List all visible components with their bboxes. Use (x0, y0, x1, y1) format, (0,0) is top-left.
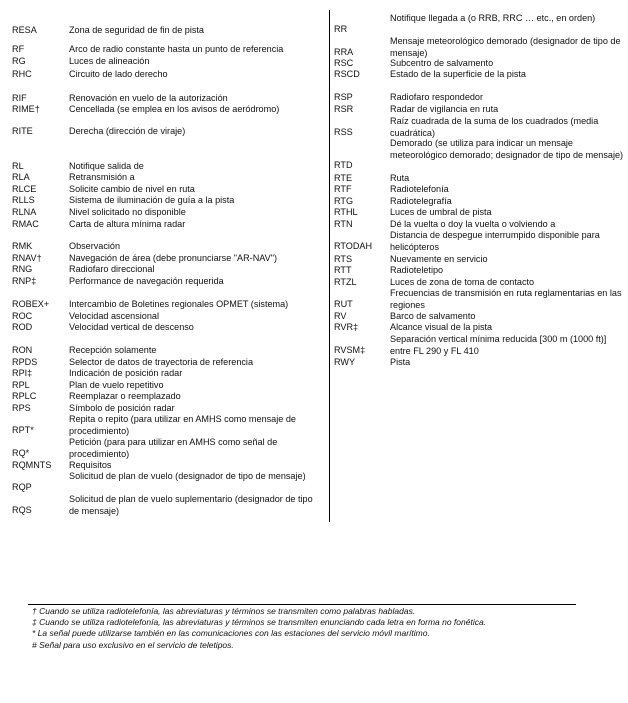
entry-abbreviation: RVR‡ (334, 322, 359, 332)
entry-description: Notifique llegada a (o RRB, RRC … etc., en orden) (390, 13, 596, 23)
entry-description: Cencellada (se emplea en los avisos de aeródromo) (69, 104, 280, 114)
entry-description: Radar de vigilancia en ruta (390, 104, 499, 114)
entry-abbreviation: RTF (334, 184, 352, 194)
entry-abbreviation: RSR (334, 104, 354, 114)
entry-abbreviation: RSS (334, 127, 353, 137)
entry-description: Retransmisión a (69, 172, 135, 182)
entry-description: Demorado (se utiliza para indicar un mensaje meteorológico demorado; designador de tipo de mensaje) (390, 138, 624, 160)
entry-abbreviation: RPL (12, 380, 30, 390)
entry-abbreviation: RTS (334, 254, 353, 264)
left-column (0, 0, 328, 525)
footnote-hash: # Señal para uso exclusivo en el servicio de teletipos. (32, 639, 234, 650)
entry-abbreviation: RHC (12, 69, 32, 79)
entry-abbreviation: RTZL (334, 277, 357, 287)
entry-abbreviation: RL (12, 161, 24, 171)
entry-description: Pista (390, 357, 411, 367)
entry-description: Mensaje meteorológico demorado (designador de tipo de mensaje) (390, 36, 621, 58)
entry-abbreviation: RLCE (12, 184, 37, 194)
entry-description: Repita o repito (para utilizar en AMHS como mensaje de procedimiento) (69, 414, 296, 436)
entry-description: Zona de seguridad de fin de pista (69, 25, 204, 35)
entry-description: Arco de radio constante hasta un punto de referencia (69, 44, 284, 54)
entry-abbreviation: ROBEX+ (12, 299, 50, 309)
entry-abbreviation: RPI‡ (12, 368, 33, 378)
footnote-double-dagger: ‡ Cuando se utiliza radiotelefonía, las abreviaturas y términos se transmiten enunciando cada letra en forma no fonética. (32, 617, 487, 628)
entry-description: Solicite cambio de nivel en ruta (69, 184, 195, 194)
entry-description: Derecha (dirección de viraje) (69, 126, 186, 136)
entry-abbreviation: RTE (334, 173, 353, 183)
entry-description: Radiotelegrafía (390, 196, 452, 206)
entry-abbreviation: RNG (12, 264, 33, 274)
entry-abbreviation: RTD (334, 160, 353, 170)
entry-abbreviation: RQMNTS (12, 460, 52, 470)
entry-description: Raíz cuadrada de la suma de los cuadrados (media cuadrática) (390, 116, 599, 138)
entry-abbreviation: RR (334, 24, 348, 34)
entry-description: Frecuencias de transmisión en ruta reglamentarias en las regiones (390, 288, 622, 310)
entry-abbreviation: RQ* (12, 448, 30, 458)
entry-description: Indicación de posición radar (69, 368, 183, 378)
entry-description: Notifique salida de (69, 161, 144, 171)
entry-description: Observación (69, 241, 121, 251)
entry-description: Nuevamente en servicio (390, 254, 488, 264)
entry-description: Velocidad vertical de descenso (69, 322, 194, 332)
entry-description: Sistema de iluminación de guía a la pista (69, 195, 235, 205)
entry-description: Dé la vuelta o doy la vuelta o volviendo a (390, 219, 556, 229)
entry-abbreviation: RMAC (12, 219, 39, 229)
entry-abbreviation: RPS (12, 403, 31, 413)
entry-description: Carta de altura mínima radar (69, 219, 186, 229)
entry-description: Radiofaro direccional (69, 264, 155, 274)
entry-description: Subcentro de salvamento (390, 58, 494, 68)
entry-abbreviation: RNP‡ (12, 276, 37, 286)
entry-abbreviation: RON (12, 345, 33, 355)
entry-abbreviation: ROD (12, 322, 33, 332)
entry-description: Barco de salvamento (390, 311, 476, 321)
entry-abbreviation: RSCD (334, 69, 360, 79)
entry-abbreviation: RVSM‡ (334, 345, 366, 355)
right-column (330, 0, 628, 380)
entry-abbreviation: RQS (12, 505, 32, 515)
entry-description: Radioteletipo (390, 265, 444, 275)
entry-description: Petición (para para utilizar en AMHS como señal de procedimiento) (69, 437, 278, 459)
entry-abbreviation: RLA (12, 172, 30, 182)
entry-description: Circuito de lado derecho (69, 69, 168, 79)
entry-abbreviation: RTHL (334, 207, 358, 217)
entry-description: Renovación en vuelo de la autorización (69, 93, 228, 103)
entry-abbreviation: RIF (12, 93, 27, 103)
entry-description: Alcance visual de la pista (390, 322, 493, 332)
entry-description: Separación vertical mínima reducida [300 m (1000 ft)] entre FL 290 y FL 410 (390, 334, 607, 356)
entry-description: Símbolo de posición radar (69, 403, 175, 413)
entry-abbreviation: RWY (334, 357, 356, 367)
entry-abbreviation: RLNA (12, 207, 37, 217)
entry-abbreviation: RSC (334, 58, 354, 68)
entry-description: Velocidad ascensional (69, 311, 159, 321)
entry-abbreviation: RPT* (12, 425, 34, 435)
entry-abbreviation: ROC (12, 311, 33, 321)
entry-description: Intercambio de Boletines regionales OPMET (sistema) (69, 299, 289, 309)
entry-abbreviation: RPDS (12, 357, 38, 367)
entry-description: Luces de alineación (69, 56, 150, 66)
entry-abbreviation: RTN (334, 219, 353, 229)
entry-description: Requisitos (69, 460, 112, 470)
entry-abbreviation: RITE (12, 126, 33, 136)
entry-description: Estado de la superficie de la pista (390, 69, 526, 79)
entry-description: Reemplazar o reemplazado (69, 391, 181, 401)
entry-abbreviation: RRA (334, 47, 354, 57)
entry-abbreviation: RTODAH (334, 241, 373, 251)
entry-description: Luces de umbral de pista (390, 207, 492, 217)
entry-description: Navegación de área (debe pronunciarse "AR-NAV") (69, 253, 277, 263)
entry-description: Solicitud de plan de vuelo suplementario (designador de tipo de mensaje) (69, 494, 313, 516)
entry-description: Radiofaro respondedor (390, 92, 484, 102)
footnotes (32, 606, 592, 651)
entry-abbreviation: RSP (334, 92, 353, 102)
entry-abbreviation: RF (12, 44, 25, 54)
entry-description: Solicitud de plan de vuelo (designador de tipo de mensaje) (69, 471, 306, 481)
entry-abbreviation: RMK (12, 241, 33, 251)
entry-abbreviation: RV (334, 311, 347, 321)
entry-abbreviation: RUT (334, 299, 353, 309)
entry-description: Performance de navegación requerida (69, 276, 224, 286)
entry-description: Nivel solicitado no disponible (69, 207, 186, 217)
entry-description: Plan de vuelo repetitivo (69, 380, 164, 390)
entry-abbreviation: RTT (334, 265, 352, 275)
footnote-rule (28, 604, 576, 605)
entry-abbreviation: RIME† (12, 104, 40, 114)
entry-description: Selector de datos de trayectoria de referencia (69, 357, 254, 367)
footnote-asterisk: * La señal puede utilizarse también en las comunicaciones con las estaciones del servicio móvil marítimo. (32, 628, 430, 639)
entry-abbreviation: RPLC (12, 391, 37, 401)
entry-description: Distancia de despegue interrumpido disponible para helicópteros (390, 230, 600, 252)
entry-abbreviation: RESA (12, 25, 37, 35)
entry-abbreviation: RQP (12, 482, 32, 492)
entry-description: Ruta (390, 173, 410, 183)
entry-description: Luces de zona de toma de contacto (390, 277, 535, 287)
entry-abbreviation: RLLS (12, 195, 35, 205)
entry-abbreviation: RTG (334, 196, 354, 206)
footnote-dagger: † Cuando se utiliza radiotelefonía, las abreviaturas y términos se transmiten como palabras habladas. (32, 606, 416, 616)
entry-description: Recepción solamente (69, 345, 157, 355)
entry-description: Radiotelefonía (390, 184, 449, 194)
entry-abbreviation: RG (12, 56, 26, 66)
entry-abbreviation: RNAV† (12, 253, 42, 263)
